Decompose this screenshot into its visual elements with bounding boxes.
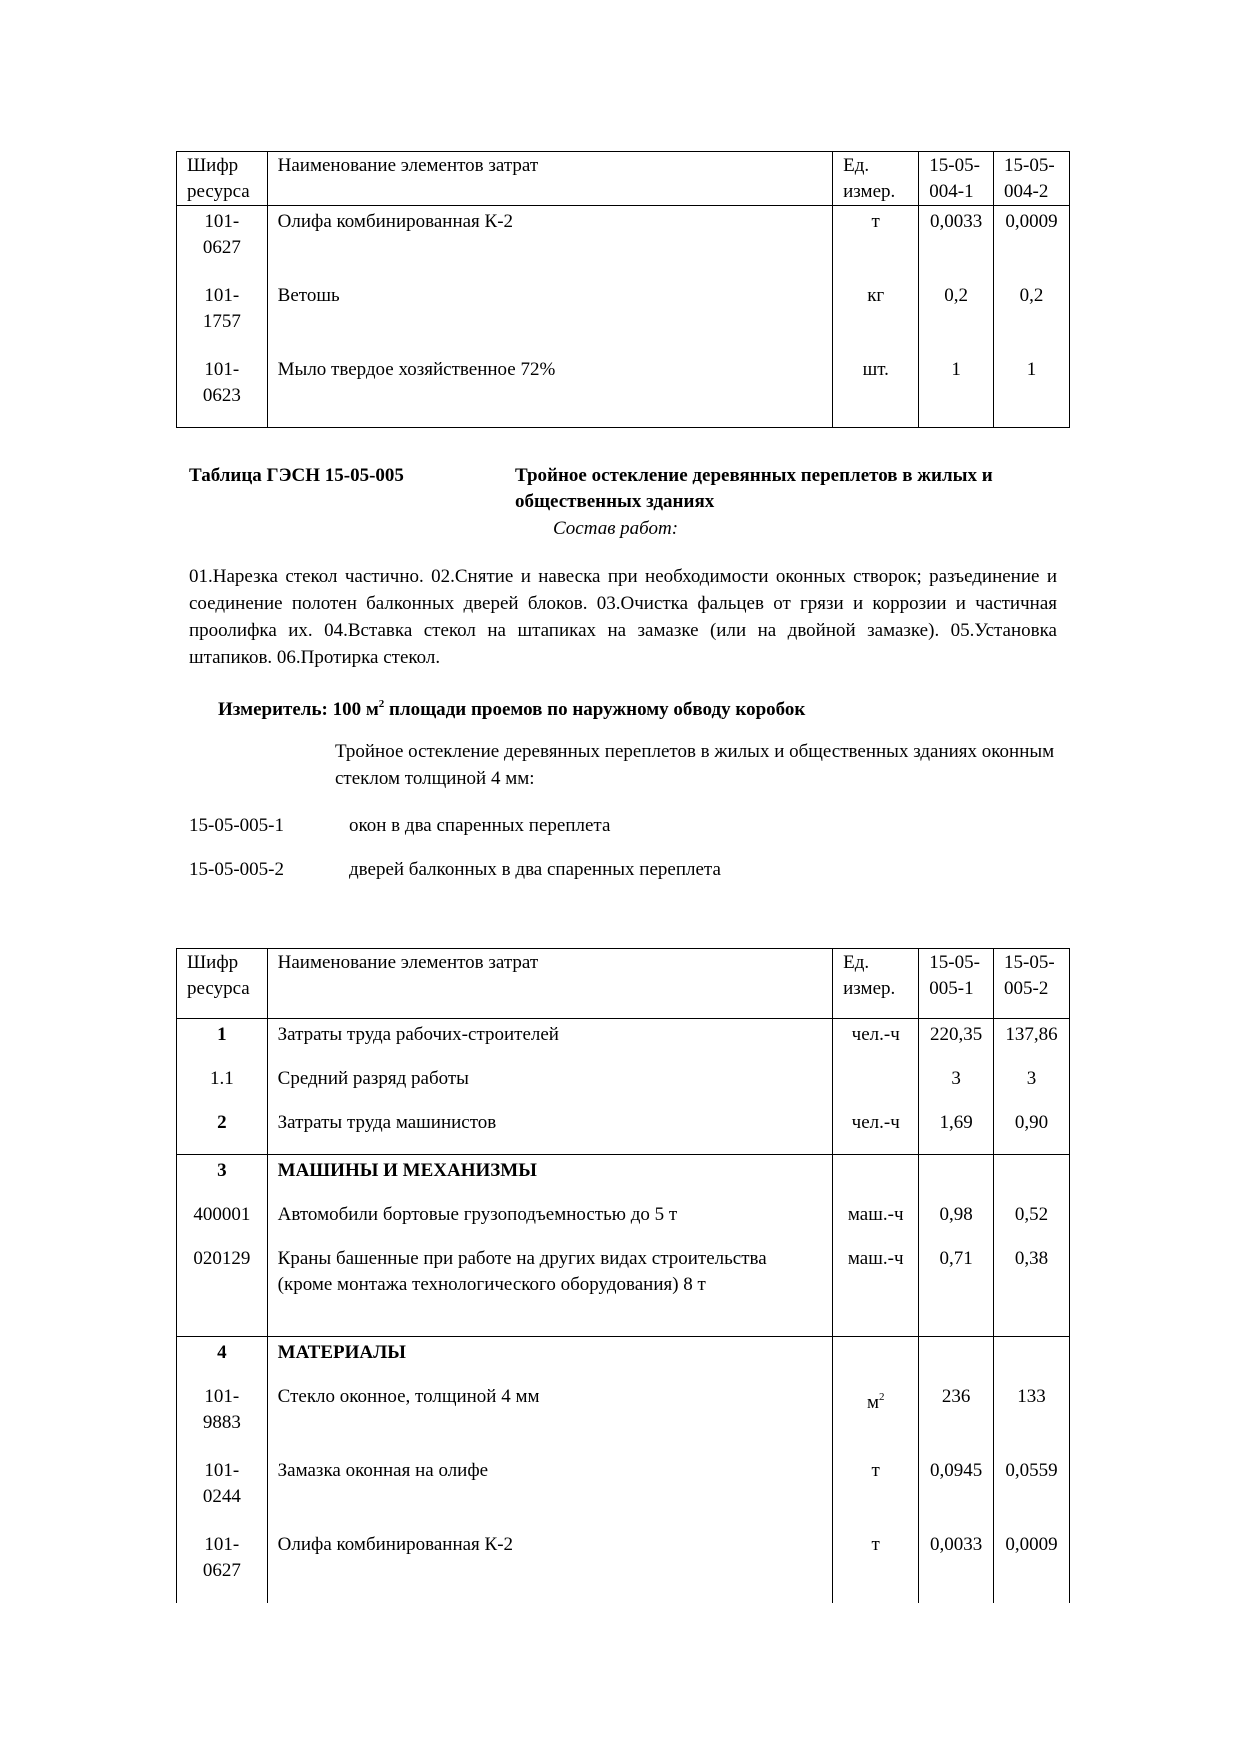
cell-value-b: 0,38: [994, 1243, 1070, 1337]
cell-unit: кг: [833, 280, 919, 354]
cell-code: 101-0627: [177, 206, 268, 281]
item-code: 15-05-005-1: [189, 815, 284, 836]
cell-unit: шт.: [833, 354, 919, 428]
table-row: [177, 1107, 1070, 1155]
cell-name: Олифа комбинированная К-2: [267, 1529, 832, 1603]
cell-value-a: 236: [919, 1381, 994, 1455]
header-name: Наименование элементов затрат: [267, 152, 832, 206]
cell-value-a: 220,35: [919, 1019, 994, 1064]
header-unit: Ед. измер.: [833, 152, 919, 206]
cell-code: 1.1: [177, 1063, 268, 1107]
cell-code: 101-9883: [177, 1381, 268, 1455]
cell-name: Мыло твердое хозяйственное 72%: [267, 354, 832, 428]
works-description: 01.Нарезка стекол частично. 02.Снятие и навеска при необходимости оконных створок; разъединение и соединение полотен балконных дверей блоков. 03.Очистка фальцев от грязи и коррозии и частичная проолифка их. 04.Вставка стекол на штапиках на замазке (или на двойной замазке). 05.Установка штапиков. 06.Протирка стекол.: [189, 566, 1057, 668]
resource-table-15-05-005: [176, 948, 1070, 1603]
header-code: Шифр ресурса: [177, 949, 268, 1019]
cell-name: Замазка оконная на олифе: [267, 1455, 832, 1529]
cell-code: 101-1757: [177, 280, 268, 354]
meter-line: [218, 691, 805, 723]
cell-code: 1: [177, 1019, 268, 1064]
cell-unit: [833, 1063, 919, 1107]
header-col-a: 15-05-004-1: [919, 152, 994, 206]
cell-value-a: 0,0033: [919, 206, 994, 281]
cell-value-a: 0,2: [919, 280, 994, 354]
table-title: Тройное остекление деревянных переплетов в жилых и общественных зданиях: [515, 465, 993, 512]
cell-value-a: 0,98: [919, 1199, 994, 1243]
cell-name: Олифа комбинированная К-2: [267, 206, 832, 281]
item-code: 15-05-005-2: [189, 859, 284, 880]
cell-unit: т: [833, 206, 919, 281]
table-header-row: [177, 949, 1070, 1019]
cell-value-b: 133: [994, 1381, 1070, 1455]
table-row: [177, 1243, 1070, 1337]
cell-code: 020129: [177, 1243, 268, 1337]
cell-value-b: 0,52: [994, 1199, 1070, 1243]
cell-value-a: 3: [919, 1063, 994, 1107]
cell-name: Ветошь: [267, 280, 832, 354]
cell-unit: чел.-ч: [833, 1107, 919, 1155]
section-row-materials: [177, 1337, 1070, 1382]
cell-value-a: 0,0033: [919, 1529, 994, 1603]
table-row: [177, 280, 1070, 354]
header-col-b: 15-05-005-2: [994, 949, 1070, 1019]
table-row: [177, 206, 1070, 281]
meter-prefix: Измеритель: 100 м: [218, 699, 379, 720]
cell-value-b: 0,90: [994, 1107, 1070, 1155]
cell-value-a: 0,0945: [919, 1455, 994, 1529]
section-title: МАТЕРИАЛЫ: [267, 1337, 832, 1382]
cell-value-b: 137,86: [994, 1019, 1070, 1064]
cell-value-b: 0,0009: [994, 206, 1070, 281]
cell-name: Краны башенные при работе на других видах строительства (кроме монтажа технологического оборудования) 8 т: [267, 1243, 832, 1337]
cell-code: 3: [177, 1155, 268, 1200]
cell-unit: т: [833, 1529, 919, 1603]
cell-value-b: 3: [994, 1063, 1070, 1107]
cell-value-b: 0,2: [994, 280, 1070, 354]
cell-value-b: 0,0009: [994, 1529, 1070, 1603]
cell-value-a: 0,71: [919, 1243, 994, 1337]
cell-name: Средний разряд работы: [267, 1063, 832, 1107]
section-row-machines: [177, 1155, 1070, 1200]
cell-unit: [833, 1381, 919, 1455]
table-row: [177, 354, 1070, 428]
table-row: [177, 1199, 1070, 1243]
cell-unit: чел.-ч: [833, 1019, 919, 1064]
header-code: Шифр ресурса: [177, 152, 268, 206]
header-col-a: 15-05-005-1: [919, 949, 994, 1019]
cell-unit: маш.-ч: [833, 1199, 919, 1243]
subsection-title: Тройное остекление деревянных переплетов в жилых и общественных зданиях оконным стеклом толщиной 4 мм:: [335, 741, 1055, 789]
cell-unit: маш.-ч: [833, 1243, 919, 1337]
cell-value-b: 1: [994, 354, 1070, 428]
header-unit: Ед. измер.: [833, 949, 919, 1019]
item-description: окон в два спаренных переплета: [349, 815, 611, 836]
resource-table-15-05-004: [176, 151, 1070, 428]
header-name: Наименование элементов затрат: [267, 949, 832, 1019]
table-header-row: [177, 152, 1070, 206]
cell-code: 101-0627: [177, 1529, 268, 1603]
table-row: [177, 1529, 1070, 1603]
cell-unit: т: [833, 1455, 919, 1529]
cell-name: Стекло оконное, толщиной 4 мм: [267, 1381, 832, 1455]
cell-code: 2: [177, 1107, 268, 1155]
unit-text: м: [866, 1392, 879, 1413]
cell-name: Затраты труда рабочих-строителей: [267, 1019, 832, 1064]
cell-value-a: 1,69: [919, 1107, 994, 1155]
unit-superscript: 2: [878, 1391, 885, 1403]
table-row: [177, 1063, 1070, 1107]
meter-suffix: площади проемов по наружному обводу коробок: [384, 699, 806, 720]
item-description: дверей балконных в два спаренных переплета: [349, 859, 721, 880]
table-label: Таблица ГЭСН 15-05-005: [189, 465, 404, 486]
cell-value-a: 1: [919, 354, 994, 428]
cell-code: 101-0623: [177, 354, 268, 428]
table-row: [177, 1019, 1070, 1064]
cell-code: 4: [177, 1337, 268, 1382]
works-heading: Состав работ:: [553, 518, 679, 539]
cell-value-b: 0,0559: [994, 1455, 1070, 1529]
cell-code: 400001: [177, 1199, 268, 1243]
section-title: МАШИНЫ И МЕХАНИЗМЫ: [267, 1155, 832, 1200]
cell-name: Затраты труда машинистов: [267, 1107, 832, 1155]
cell-name: Автомобили бортовые грузоподъемностью до 5 т: [267, 1199, 832, 1243]
table-row: [177, 1455, 1070, 1529]
header-col-b: 15-05-004-2: [994, 152, 1070, 206]
cell-code: 101-0244: [177, 1455, 268, 1529]
table-row: [177, 1381, 1070, 1455]
meter-superscript: 2: [378, 698, 385, 710]
